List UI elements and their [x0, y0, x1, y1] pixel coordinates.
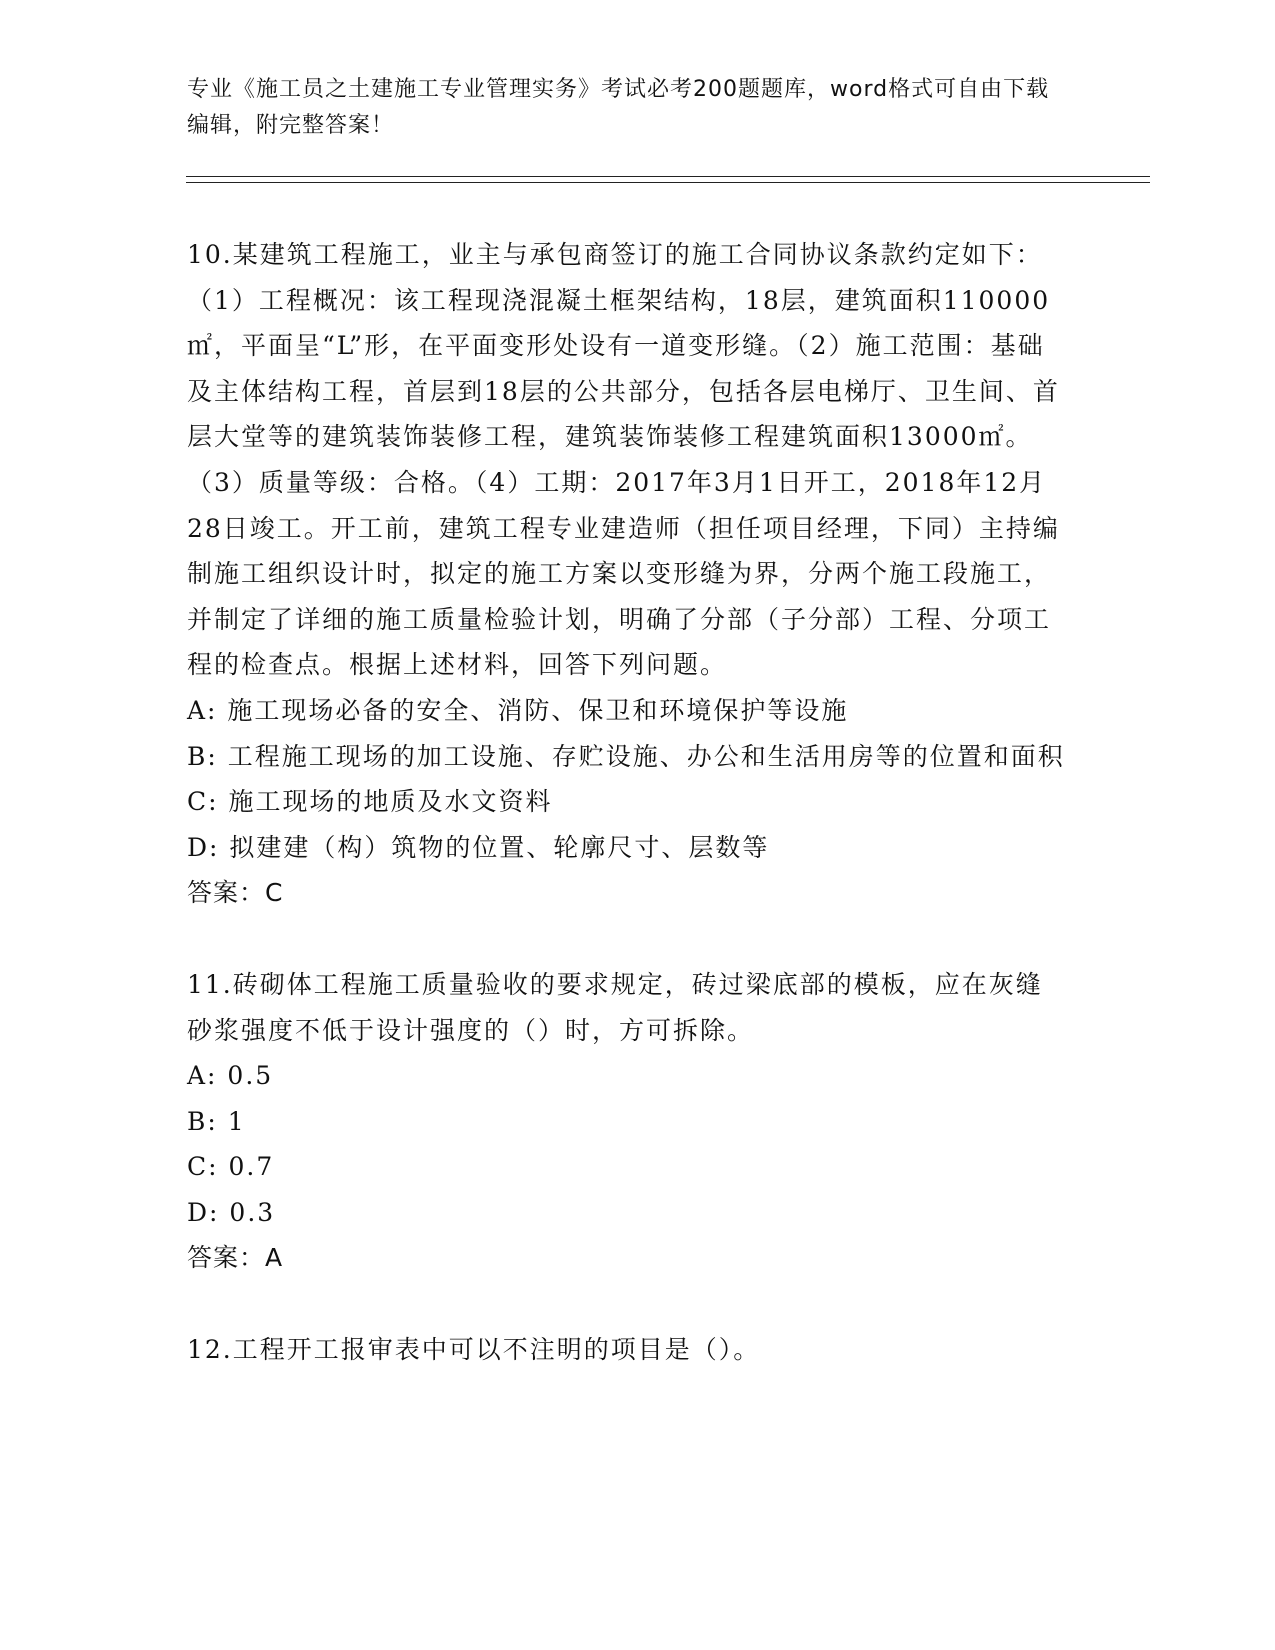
header-divider-bottom — [186, 182, 1150, 183]
question-stem: 10.某建筑工程施工，业主与承包商签订的施工合同协议条款约定如下：（1）工程概况：该工程现浇混凝土框架结构，18层，建筑面积110000㎡，平面呈“L”形，在平面变形处设有一道变形缝。（2）施工范围：基础及主体结构工程，首层到18层的公共部分，包括各层电梯厅、卫生间、首层大堂等的建筑装饰装修工程，建筑装饰装修工程建筑面积13000㎡。（3）质量等级：合格。（4）工期：2017年3月1日开工，2018年12月28日竣工。开工前，建筑工程专业建造师（担任项目经理，下同）主持编制施工组织设计时，拟定的施工方案以变形缝为界，分两个施工段施工，并制定了详细的施工质量检验计划，明确了分部（子分部）工程、分项工程的检查点。根据上述材料，回答下列问题。 — [187, 240, 1060, 680]
option-c: C: 施工现场的地质及水文资料 — [187, 787, 553, 817]
question-spacer — [187, 916, 1067, 962]
question-11 — [187, 962, 1067, 1281]
option-b: B: 工程施工现场的加工设施、存贮设施、办公和生活用房等的位置和面积 — [187, 741, 1065, 771]
question-stem: 11.砖砌体工程施工质量验收的要求规定，砖过梁底部的模板，应在灰缝砂浆强度不低于设计强度的（）时，方可拆除。 — [187, 969, 1043, 1045]
question-stem: 12.工程开工报审表中可以不注明的项目是（）。 — [187, 1335, 761, 1365]
question-12 — [187, 1327, 1067, 1373]
answer-line: 答案：A — [187, 1243, 284, 1273]
option-b: B: 1 — [187, 1106, 246, 1136]
option-a: A: 0.5 — [187, 1061, 274, 1091]
question-10 — [187, 232, 1067, 916]
question-spacer — [187, 1281, 1067, 1327]
option-d: D: 拟建建（构）筑物的位置、轮廓尺寸、层数等 — [187, 832, 770, 862]
header-divider-top — [186, 176, 1150, 177]
option-a: A: 施工现场必备的安全、消防、保卫和环境保护等设施 — [187, 695, 849, 725]
option-c: C: 0.7 — [187, 1152, 275, 1182]
answer-line: 答案：C — [187, 878, 284, 908]
option-d: D: 0.3 — [187, 1197, 276, 1227]
question-list — [187, 232, 1067, 1373]
document-header: 专业《施工员之土建施工专业管理实务》考试必考200题题库，word格式可自由下载编辑，附完整答案！ — [187, 77, 1050, 138]
